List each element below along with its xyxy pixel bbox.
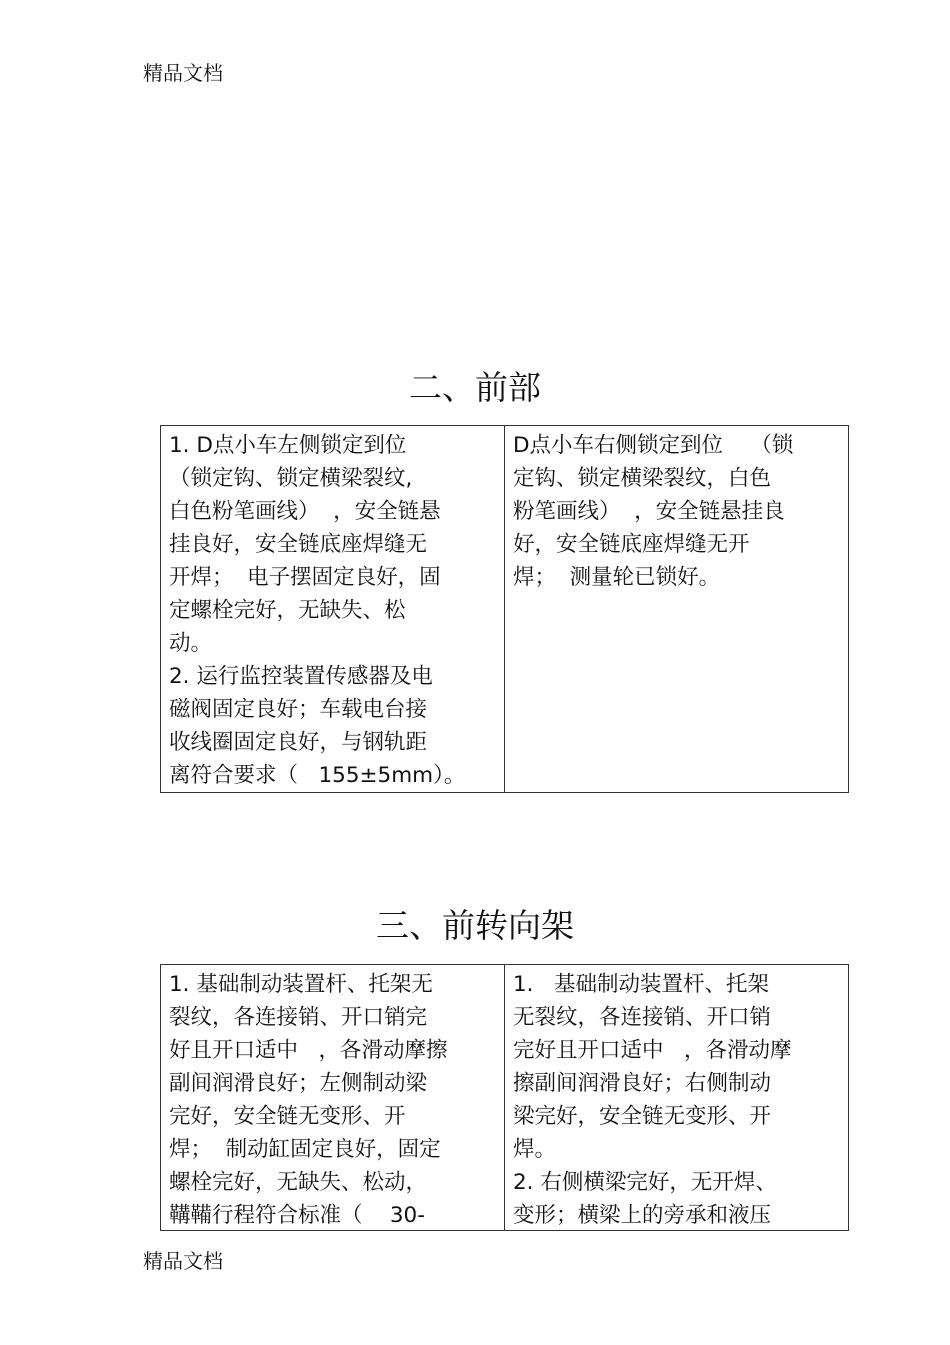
bogie-right-line: 擦副间润滑良好；右侧制动	[513, 1071, 772, 1096]
front-bogie-inspection-table	[160, 964, 849, 1231]
bogie-right-cell	[505, 965, 849, 1231]
bogie-left-line: 1. 基础制动装置杆、托架无	[169, 972, 433, 997]
front-left-line: 收线圈固定良好，与钢轨距	[169, 730, 428, 755]
table-row	[161, 965, 849, 1231]
front-right-line: 定钩、锁定横梁裂纹，白色	[513, 466, 772, 491]
bogie-right-line: 焊。	[513, 1137, 557, 1162]
bogie-left-line: 完好，安全链无变形、开	[169, 1104, 406, 1129]
front-right-line: 焊； 测量轮已锁好。	[513, 565, 721, 590]
bogie-left-cell	[161, 965, 505, 1231]
front-left-line: 白色粉笔画线） ，安全链悬	[169, 499, 441, 524]
section-title-front-bogie: 三、前转向架	[376, 906, 574, 945]
front-right-line: D点小车右侧锁定到位 （锁	[513, 433, 794, 458]
bogie-right-line: 梁完好，安全链无变形、开	[513, 1104, 772, 1129]
bogie-left-line: 焊； 制动缸固定良好，固定	[169, 1137, 441, 1162]
front-left-cell	[161, 426, 505, 793]
front-left-line: 1. D点小车左侧锁定到位	[169, 433, 407, 458]
bogie-left-line: 螺栓完好，无缺失、松动，	[169, 1170, 428, 1195]
front-inspection-table	[160, 425, 849, 793]
bogie-left-line: 副间润滑良好；左侧制动梁	[169, 1071, 428, 1096]
bogie-right-line: 变形；横梁上的旁承和液压	[513, 1203, 772, 1228]
bogie-left-line: 鞲鞴行程符合标准（ 30-	[169, 1203, 425, 1228]
bogie-left-line: 裂纹，各连接销、开口销完	[169, 1005, 428, 1030]
front-left-line: 磁阀固定良好；车载电台接	[169, 697, 428, 722]
bogie-left-line: 好且开口适中 ，各滑动摩擦	[169, 1038, 448, 1063]
page-footer: 精品文档	[143, 1249, 223, 1273]
front-left-line: 开焊； 电子摆固定良好，固	[169, 565, 441, 590]
bogie-right-line: 完好且开口适中 ，各滑动摩	[513, 1038, 792, 1063]
front-right-line: 好，安全链底座焊缝无开	[513, 532, 750, 557]
section-title-front: 二、前部	[409, 368, 541, 407]
front-left-line: 离符合要求（ 155±5mm）。	[169, 763, 466, 788]
table-row	[161, 426, 849, 793]
bogie-right-line: 2. 右侧横梁完好，无开焊、	[513, 1170, 777, 1195]
page-header: 精品文档	[143, 61, 223, 85]
front-right-line: 粉笔画线） ，安全链悬挂良	[513, 499, 785, 524]
front-left-line: 动。	[169, 631, 213, 656]
bogie-right-line: 1. 基础制动装置杆、托架	[513, 972, 770, 997]
front-left-line: （锁定钩、锁定横梁裂纹,	[169, 466, 413, 491]
front-left-line: 挂良好，安全链底座焊缝无	[169, 532, 428, 557]
front-right-cell	[505, 426, 849, 793]
front-left-line: 2. 运行监控装置传感器及电	[169, 664, 433, 689]
front-left-line: 定螺栓完好，无缺失、松	[169, 598, 406, 623]
bogie-right-line: 无裂纹，各连接销、开口销	[513, 1005, 772, 1030]
